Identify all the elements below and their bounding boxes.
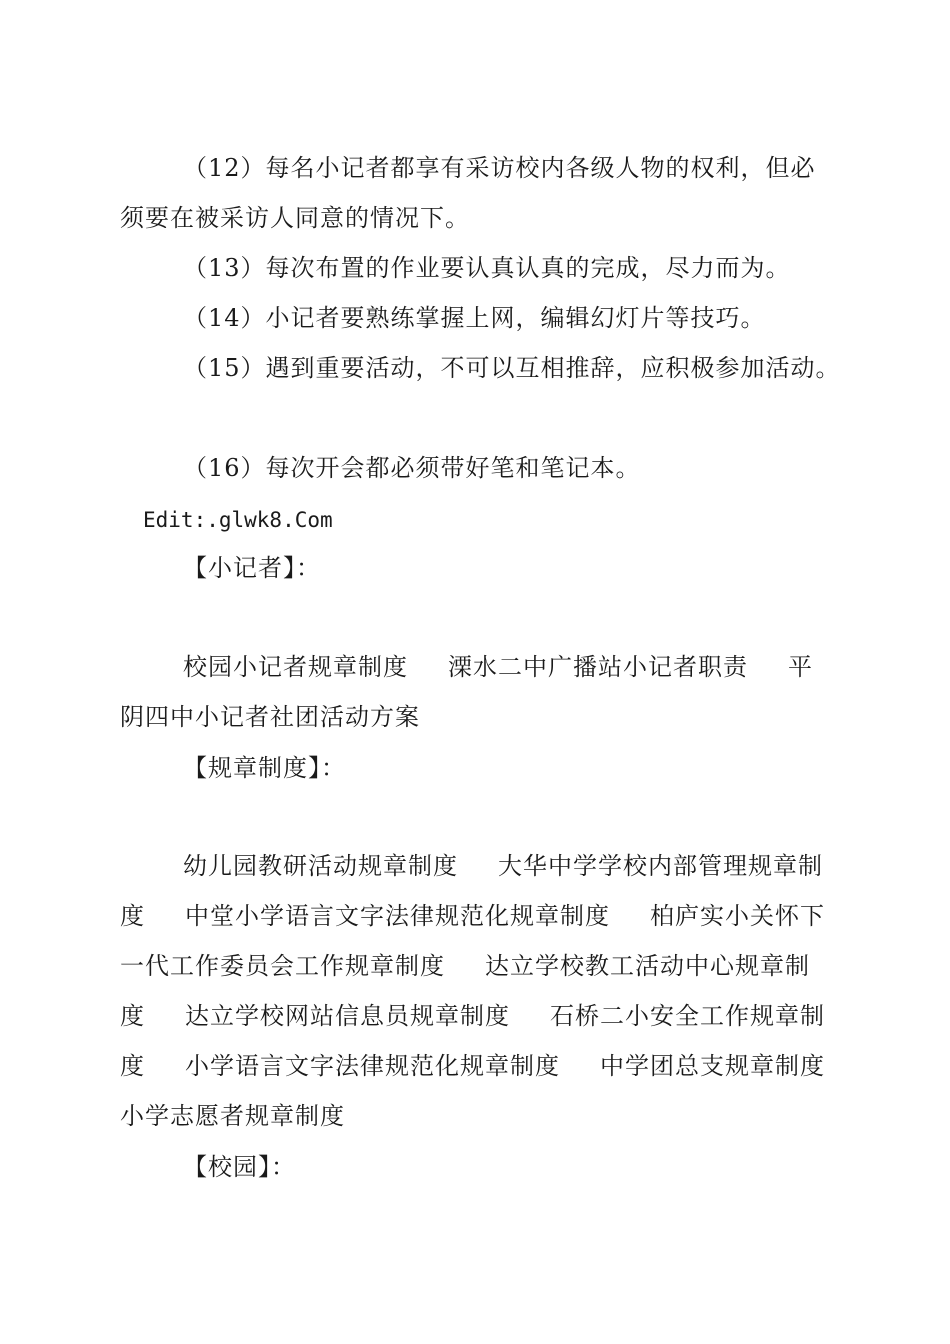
rule-15: （15）遇到重要活动，不可以互相推辞，应积极参加活动。 xyxy=(183,354,841,382)
rule-12-line-1: （12）每名小记者都享有采访校内各级人物的权利，但必 xyxy=(183,154,816,182)
rule-12-line-2: 须要在被采访人同意的情况下。 xyxy=(120,204,470,232)
related-link-part[interactable]: 达立学校教工活动中心规章制 xyxy=(485,952,810,980)
related-link-part[interactable]: 度 xyxy=(120,1052,145,1080)
rule-14: （14）小记者要熟练掌握上网，编辑幻灯片等技巧。 xyxy=(183,304,766,332)
rule-13: （13）每次布置的作业要认真认真的完成，尽力而为。 xyxy=(183,254,791,282)
rules-links-row-3 xyxy=(120,951,832,981)
section-heading-campus: 【校园】： xyxy=(183,1153,296,1181)
related-link-part[interactable]: 大华中学学校内部管理规章制 xyxy=(498,852,823,880)
related-link-part[interactable]: 平 xyxy=(788,653,813,681)
section-heading-reporter: 【小记者】： xyxy=(183,554,321,582)
rule-16: （16）每次开会都必须带好笔和笔记本。 xyxy=(183,454,641,482)
related-link[interactable]: 小学语言文字法律规范化规章制度 xyxy=(185,1052,560,1080)
related-link[interactable]: 幼儿园教研活动规章制度 xyxy=(183,852,458,880)
related-link[interactable]: 溧水二中广播站小记者职责 xyxy=(448,653,748,681)
rules-links-row-1 xyxy=(183,851,832,881)
related-link-part[interactable]: 一代工作委员会工作规章制度 xyxy=(120,952,445,980)
related-link-part[interactable]: 柏庐实小关怀下 xyxy=(650,902,825,930)
rules-links-row-2 xyxy=(120,901,832,931)
reporter-links-row-2 xyxy=(120,702,832,732)
related-link[interactable]: 达立学校网站信息员规章制度 xyxy=(185,1002,510,1030)
related-link[interactable]: 小学志愿者规章制度 xyxy=(120,1102,345,1130)
related-link-part[interactable]: 度 xyxy=(120,1002,145,1030)
related-link[interactable]: 中学团总支规章制度 xyxy=(600,1052,825,1080)
section-heading-rules: 【规章制度】： xyxy=(183,754,346,782)
rules-links-row-6 xyxy=(120,1101,832,1131)
related-link-part[interactable]: 度 xyxy=(120,902,145,930)
rules-links-row-5 xyxy=(120,1051,832,1081)
edit-source-line: Edit:.glwk8.Com xyxy=(143,508,333,532)
related-link[interactable]: 中堂小学语言文字法律规范化规章制度 xyxy=(185,902,610,930)
related-link[interactable]: 校园小记者规章制度 xyxy=(183,653,408,681)
reporter-links-row-1 xyxy=(183,652,832,682)
rules-links-row-4 xyxy=(120,1001,832,1031)
related-link-part[interactable]: 石桥二小安全工作规章制 xyxy=(550,1002,825,1030)
related-link-part[interactable]: 阴四中小记者社团活动方案 xyxy=(120,703,420,731)
